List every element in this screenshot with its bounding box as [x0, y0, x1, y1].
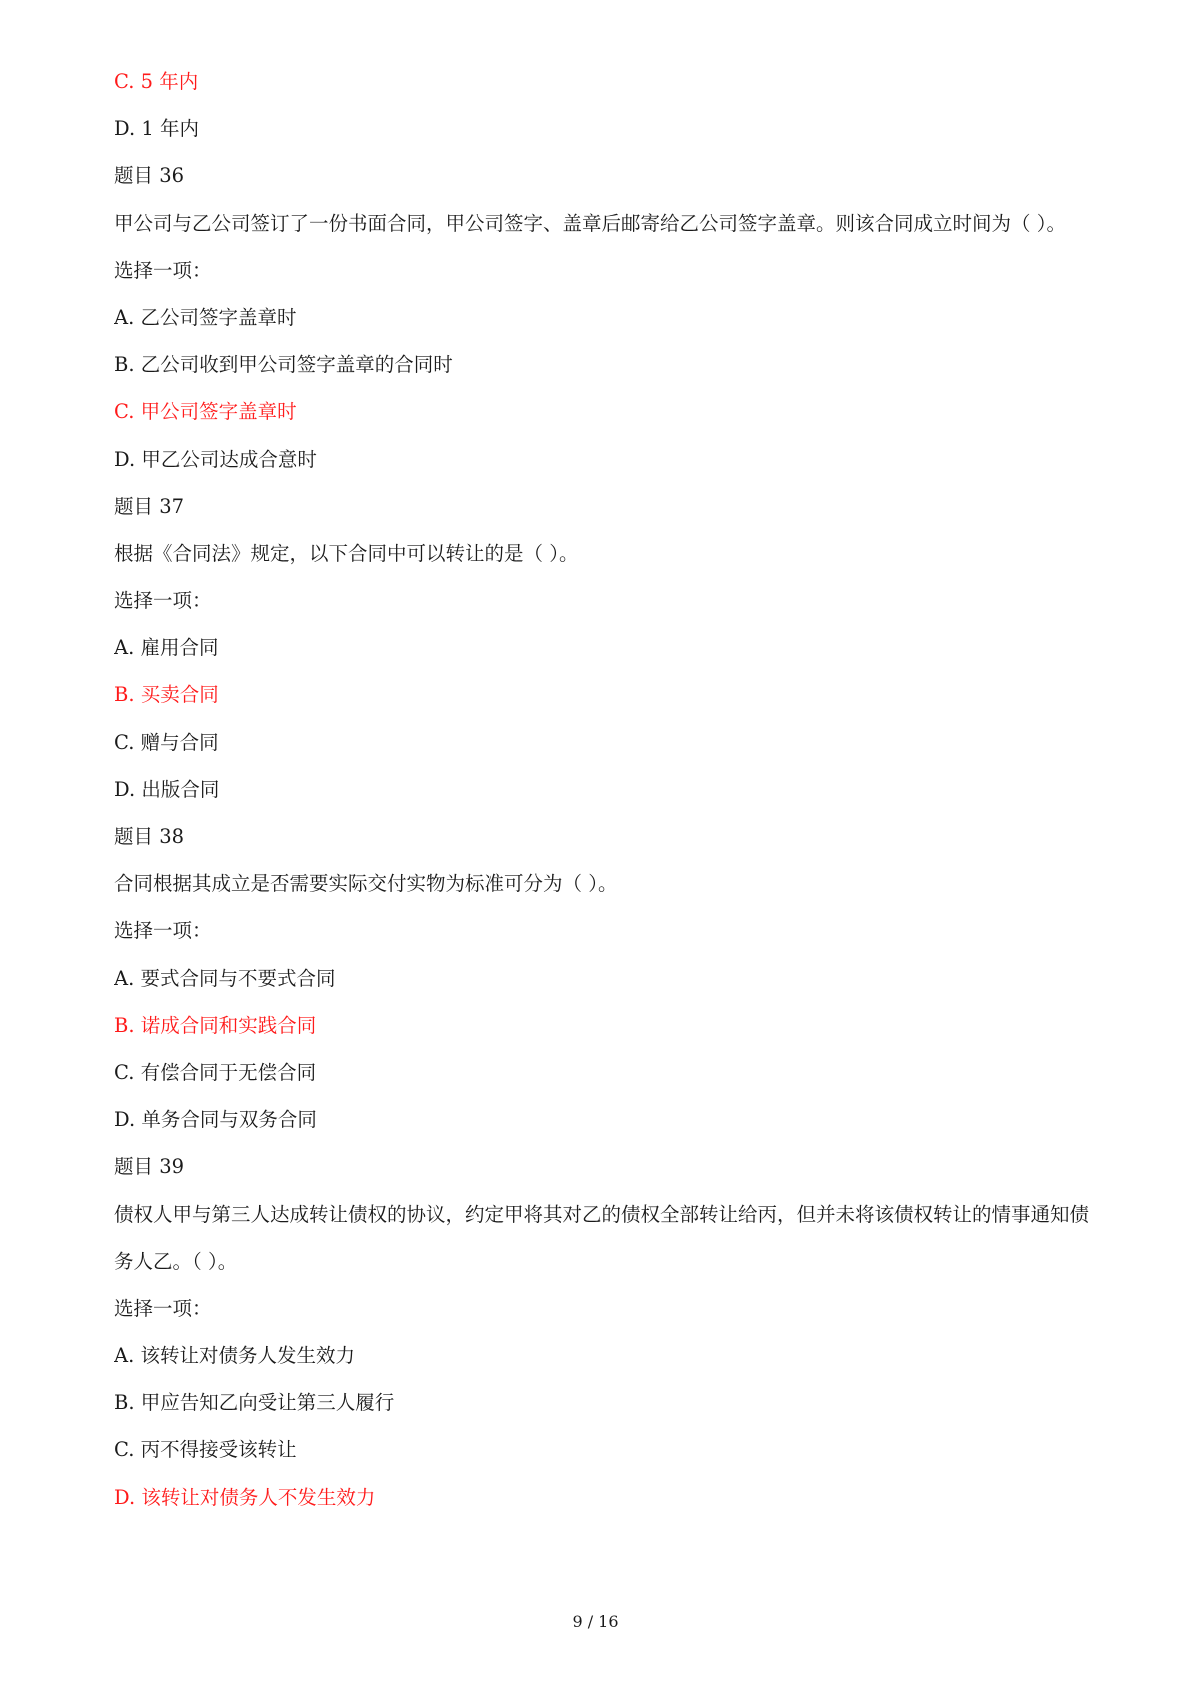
question-38-option-c: C. 有偿合同于无偿合同: [114, 1060, 317, 1084]
question-36-stem: 甲公司与乙公司签订了一份书面合同，甲公司签字、盖章后邮寄给乙公司签字盖章。则该合同成立时间为（ ）。: [114, 211, 1066, 235]
question-38-option-a: A. 要式合同与不要式合同: [114, 966, 336, 990]
question-39-instruction: 选择一项：: [114, 1296, 212, 1320]
question-37-title: 题目 37: [114, 494, 185, 518]
question-37-option-c: C. 赠与合同: [114, 730, 219, 754]
question-37-option-d: D. 出版合同: [114, 777, 220, 801]
question-37-option-a: A. 雇用合同: [114, 636, 219, 660]
question-39-option-a: A. 该转让对债务人发生效力: [114, 1344, 355, 1368]
question-39-stem: 债权人甲与第三人达成转让债权的协议，约定甲将其对乙的债权全部转让给丙，但并未将该债权转让的情事通知债务人乙。（ ）。: [114, 1202, 1090, 1273]
option-d: D. 1 年内: [114, 117, 199, 141]
question-38-instruction: 选择一项：: [114, 919, 212, 943]
question-38-title: 题目 38: [114, 825, 185, 849]
page-number: 9 / 16: [572, 1612, 619, 1631]
question-39-option-c: C. 丙不得接受该转让: [114, 1438, 297, 1462]
page-content: [114, 58, 1094, 1521]
question-38-stem: 合同根据其成立是否需要实际交付实物为标准可分为（ ）。: [114, 872, 618, 896]
question-36-option-d: D. 甲乙公司达成合意时: [114, 447, 317, 471]
question-36-option-c-correct: C. 甲公司签字盖章时: [114, 400, 297, 424]
question-37-stem: 根据《合同法》规定，以下合同中可以转让的是（ ）。: [114, 541, 579, 565]
question-37-instruction: 选择一项：: [114, 589, 212, 613]
option-c-correct: C. 5 年内: [114, 70, 199, 93]
question-37-option-b-correct: B. 买卖合同: [114, 683, 219, 707]
question-36-option-a: A. 乙公司签字盖章时: [114, 305, 297, 329]
question-39-option-b: B. 甲应告知乙向受让第三人履行: [114, 1391, 395, 1415]
question-38-option-b-correct: B. 诺成合同和实践合同: [114, 1013, 317, 1037]
question-38-option-d: D. 单务合同与双务合同: [114, 1108, 317, 1132]
question-39-title: 题目 39: [114, 1155, 185, 1179]
question-39-option-d-correct: D. 该转让对债务人不发生效力: [114, 1485, 376, 1509]
question-36-title: 题目 36: [114, 164, 185, 188]
question-36-instruction: 选择一项：: [114, 258, 212, 282]
question-36-option-b: B. 乙公司收到甲公司签字盖章的合同时: [114, 353, 453, 377]
